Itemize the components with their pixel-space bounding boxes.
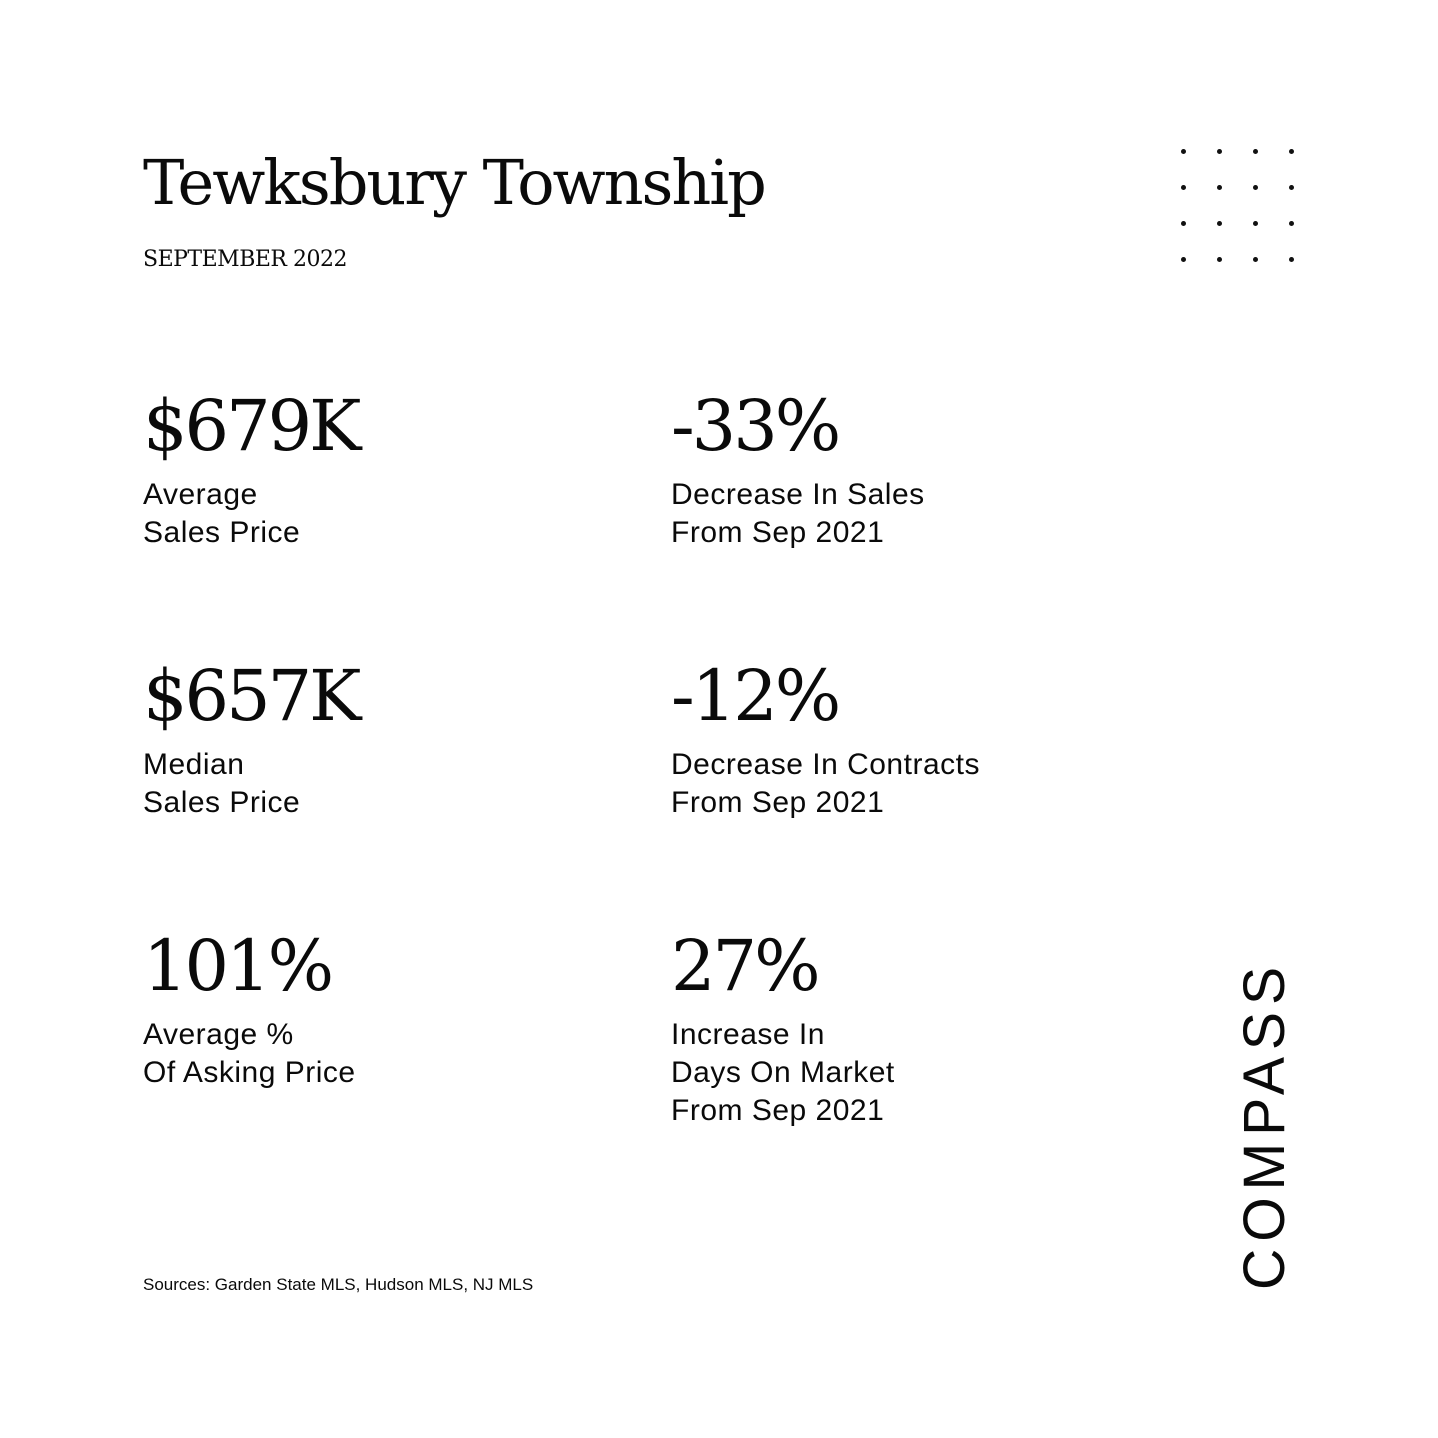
sources-note: Sources: Garden State MLS, Hudson MLS, NJ MLS: [143, 1275, 534, 1294]
stat-label: [671, 476, 1131, 552]
stat-label: [143, 1016, 603, 1092]
compass-logo: [1232, 955, 1297, 1295]
stat-label-line: Average %: [143, 1018, 294, 1051]
report-date: SEPTEMBER 2022: [143, 247, 347, 272]
stat-days-on-market-change: [671, 925, 1131, 1130]
stat-label-line: Decrease In Contracts: [671, 748, 980, 781]
stat-label: [143, 746, 603, 822]
stat-value: -12%: [671, 655, 839, 737]
stat-label-line: From Sep 2021: [671, 516, 885, 549]
stat-label-line: Sales Price: [143, 786, 301, 819]
stat-value: $679K: [143, 385, 359, 467]
page-title: Tewksbury Township: [143, 146, 765, 219]
stat-label-line: Median: [143, 748, 245, 781]
stat-median-sales-price: [143, 655, 603, 822]
stat-label-line: Of Asking Price: [143, 1056, 356, 1089]
stat-average-sales-price: [143, 385, 603, 552]
stat-label: [143, 476, 603, 552]
stat-label: [671, 746, 1131, 822]
stat-average-asking-price: [143, 925, 603, 1092]
stat-label-line: Average: [143, 478, 258, 511]
stat-label-line: Decrease In Sales: [671, 478, 925, 511]
stat-value: -33%: [671, 385, 839, 467]
stat-label-line: Days On Market: [671, 1056, 895, 1089]
stat-label: [671, 1016, 1131, 1130]
stat-label-line: Increase In: [671, 1018, 825, 1051]
stat-value: 27%: [671, 925, 818, 1007]
stat-value: 101%: [143, 925, 332, 1007]
stat-contracts-change: [671, 655, 1131, 822]
stat-value: $657K: [143, 655, 359, 737]
stat-sales-change: [671, 385, 1131, 552]
stat-label-line: Sales Price: [143, 516, 301, 549]
compass-logo-text: COMPASS: [1232, 955, 1297, 1290]
dot-grid-icon: [1176, 144, 1296, 264]
stat-label-line: From Sep 2021: [671, 1094, 885, 1127]
stat-label-line: From Sep 2021: [671, 786, 885, 819]
